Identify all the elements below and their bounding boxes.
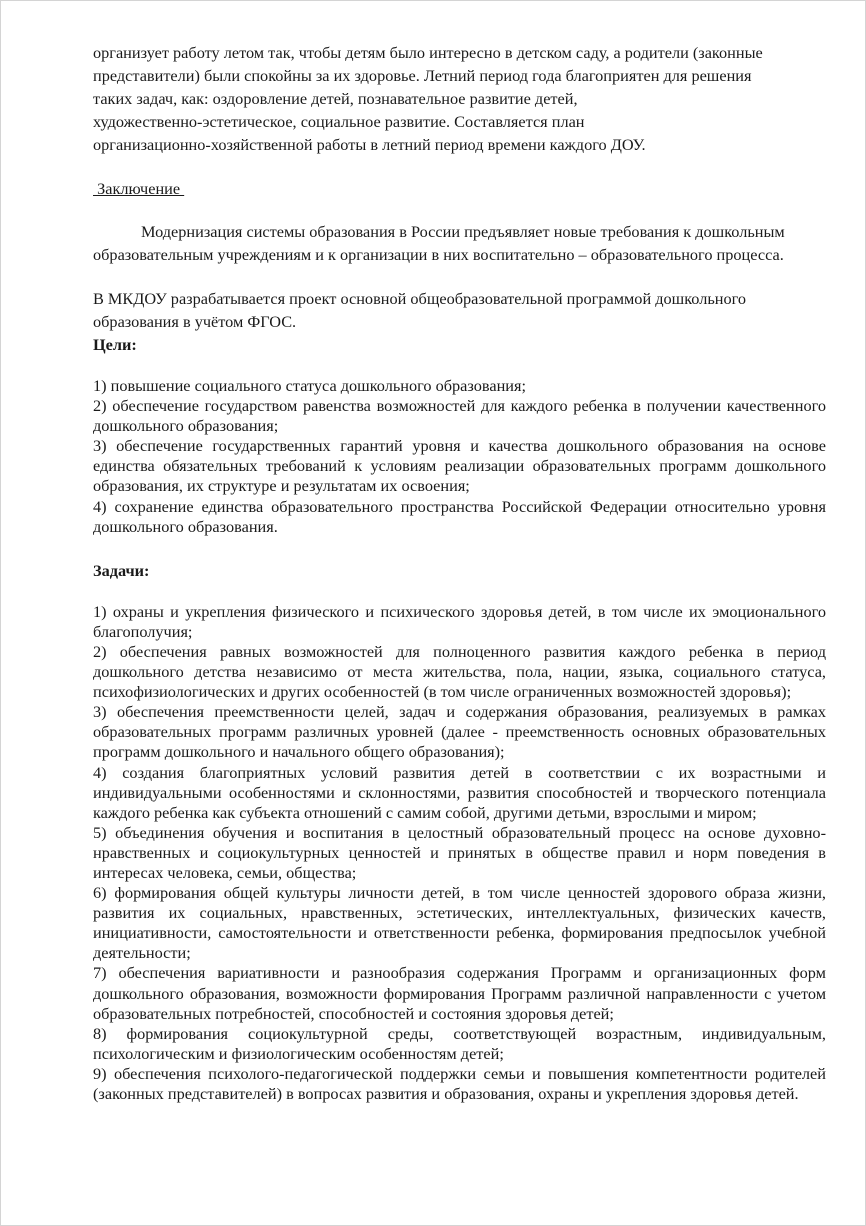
task-item: 1) охраны и укрепления физического и психического здоровья детей, в том числе их эмоционального благополучия; (93, 601, 826, 641)
task-item: 2) обеспечения равных возможностей для полноценного развития каждого ребенка в период дошкольного детства независимо от места жительства, пола, нации, языка, социального статуса, психофизиологических и других особенностей (в том числе ограниченных возможностей здоровья); (93, 641, 826, 702)
intro-line: организует работу летом так, чтобы детям было интересно в детском саду, а родители (законные (93, 43, 763, 62)
task-item: 5) объединения обучения и воспитания в целостный образовательный процесс на основе духовно-нравственных и социокультурных ценностей и принятых в обществе правил и норм поведения в интересах человека, семьи, общества; (93, 822, 826, 882)
spacer (93, 200, 826, 220)
goals-list (93, 376, 826, 537)
goal-item: 4) сохранение единства образовательного пространства Российской Федерации относительно уровня дошкольного образования. (93, 496, 826, 536)
intro-paragraph (93, 41, 826, 156)
goal-item: 2) обеспечение государством равенства возможностей для каждого ребенка в получении качественного дошкольного образования; (93, 396, 826, 436)
task-item: 8) формирования социокультурной среды, соответствующей возрастным, индивидуальным, психологическим и физиологическим особенностям детей; (93, 1023, 826, 1063)
task-item: 6) формирования общей культуры личности детей, в том числе ценностей здорового образа жизни, развития их социальных, нравственных, эстетических, интеллектуальных, физических качеств, инициативности, самостоятельности и ответственности ребенка, формирования предпосылок учебной деятельности; (93, 883, 826, 963)
document-body (93, 41, 826, 1104)
spacer (93, 537, 826, 559)
modernization-paragraph: Модернизация системы образования в России предъявляет новые требования к дошкольным образовательным учреждениям и к организации в них воспитательно – образовательного процесса. (93, 222, 785, 264)
intro-line: художественно-эстетическое, социальное развитие. Составляется план (93, 112, 585, 131)
goal-item: 3) обеспечение государственных гарантий уровня и качества дошкольного образования на основе единства обязательных требований к условиям реализации образовательных программ дошкольного образования, их структуре и результатам их освоения; (93, 436, 826, 496)
conclusion-heading: Заключение (93, 179, 185, 198)
goal-item: 1) повышение социального статуса дошкольного образования; (93, 376, 527, 395)
spacer (93, 582, 826, 602)
task-item: 9) обеспечения психолого-педагогической поддержки семьи и повышения компетентности родителей (законных представителей) в вопросах развития и образования, охраны и укрепления здоровья детей. (93, 1063, 826, 1103)
intro-line: организационно-хозяйственной работы в летний период времени каждого ДОУ. (93, 135, 646, 154)
tasks-list (93, 602, 826, 1104)
spacer (93, 156, 826, 177)
project-paragraph: В МКДОУ разрабатывается проект основной общеобразовательной программой дошкольного образования в учётом ФГОС. (93, 289, 747, 331)
task-item: 7) обеспечения вариативности и разнообразия содержания Программ и организационных форм дошкольного образования, возможности формирования Программ различной направленности с учетом образовательных потребностей, способностей и состояния здоровья детей; (93, 963, 826, 1023)
task-item: 4) создания благоприятных условий развития детей в соответствии с их возрастными и индивидуальными особенностями и склонностями, развития способностей и творческого потенциала каждого ребенка как субъекта отношений с самим собой, другими детьми, взрослыми и миром; (93, 762, 826, 822)
spacer (93, 356, 826, 376)
tasks-heading: Задачи: (93, 560, 150, 580)
spacer (93, 266, 826, 287)
intro-line: представители) были спокойны за их здоровье. Летний период года благоприятен для решения (93, 66, 752, 85)
task-item: 3) обеспечения преемственности целей, задач и содержания образования, реализуемых в рамках образовательных программ различных уровней (далее - преемственность основных образовательных программ дошкольного и начального общего образования); (93, 702, 826, 762)
goals-heading: Цели: (93, 335, 137, 354)
intro-line: таких задач, как: оздоровление детей, познавательное развитие детей, (93, 89, 578, 108)
